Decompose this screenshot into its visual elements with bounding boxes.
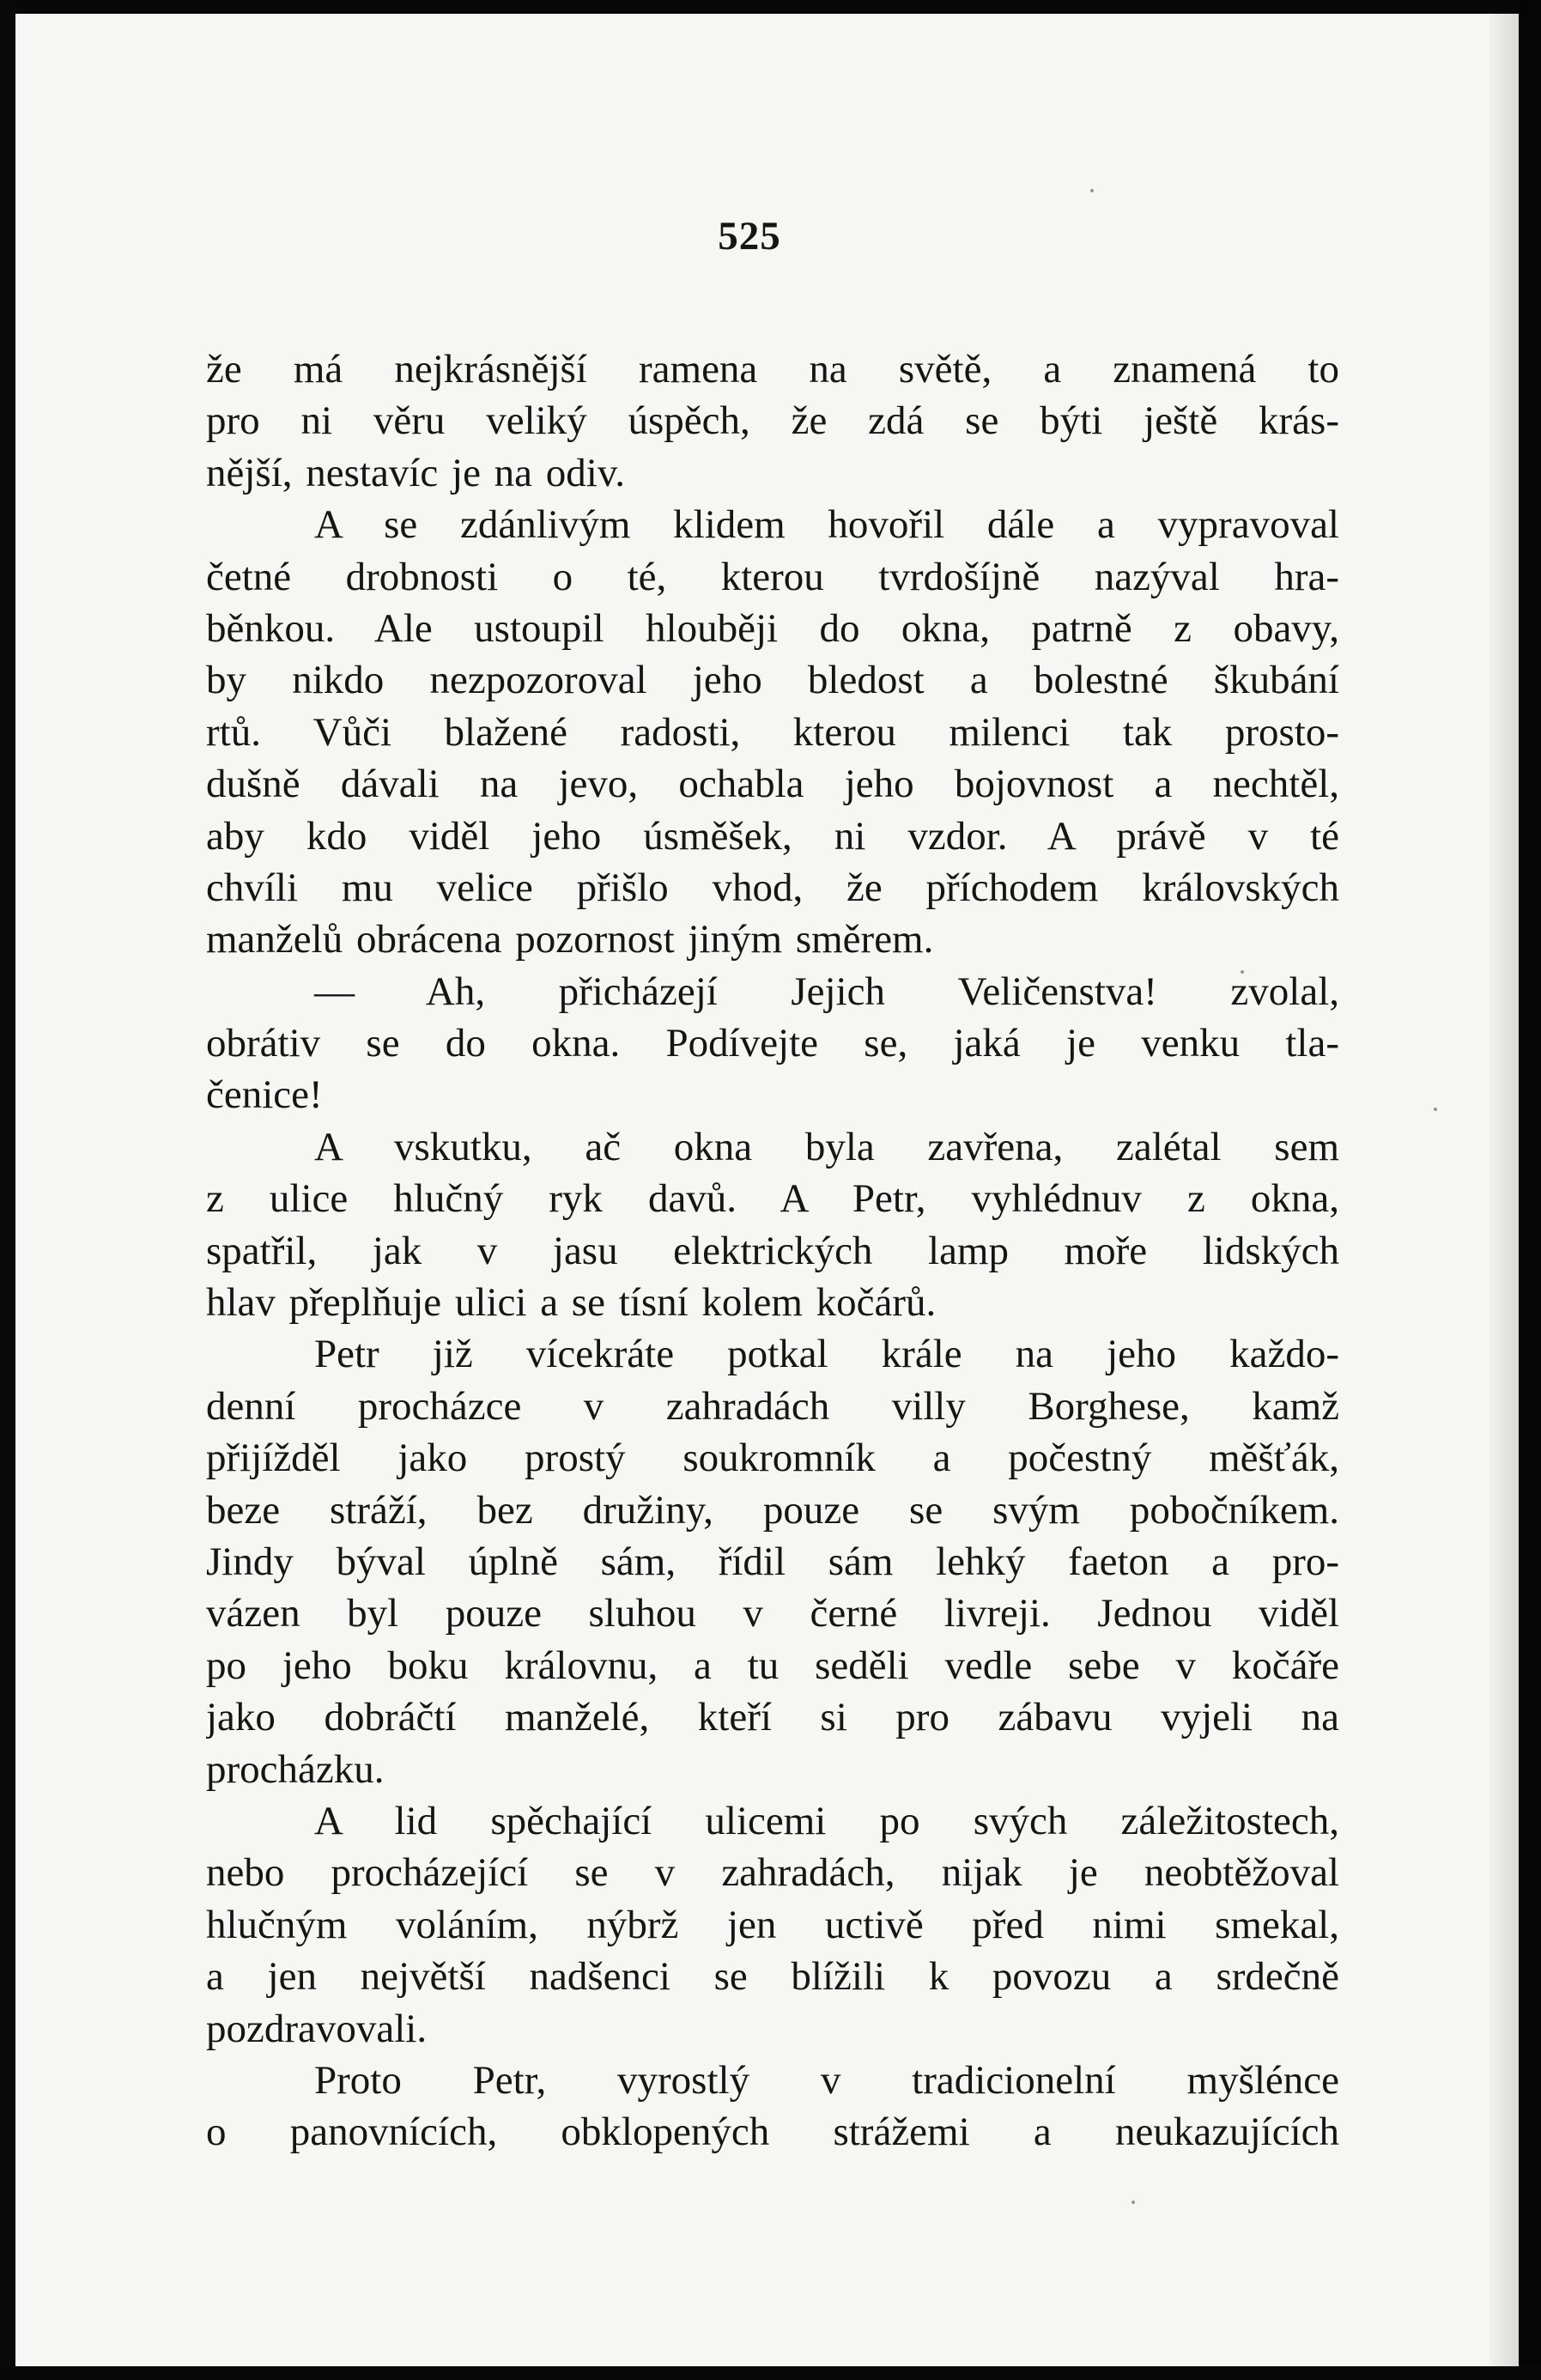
text-line: pro ni věru veliký úspěch, že zdá se býti ještě krás- [206, 398, 1339, 444]
text-line: z ulice hlučný ryk davů. A Petr, vyhlédnuv z okna, [206, 1176, 1339, 1222]
text-line: běnkou. Ale ustoupil hlouběji do okna, patrně z obavy, [206, 605, 1339, 651]
text-line: A se zdánlivým klidem hovořil dále a vypravoval [314, 502, 1339, 548]
text-line: manželů obrácena pozornost jiným směrem. [206, 917, 934, 962]
scan-border-right [1519, 0, 1541, 2380]
text-line: o panovnících, obklopených strážemi a neukazujících [206, 2110, 1339, 2155]
text-line: chvíli mu velice přišlo vhod, že příchodem královských [206, 865, 1339, 910]
text-line: spatřil, jak v jasu elektrických lamp moře lidských [206, 1228, 1339, 1273]
text-line: aby kdo viděl jeho úsměšek, ni vzdor. A právě v té [206, 813, 1339, 859]
scan-border-left [0, 0, 15, 2380]
text-line: hlav přeplňuje ulici a se tísní kolem kočárů. [206, 1280, 937, 1326]
text-line: A vskutku, ač okna byla zavřena, zalétal sem [314, 1124, 1339, 1169]
text-line: po jeho boku královnu, a tu seděli vedle sebe v kočáře [206, 1642, 1339, 1688]
text-line: A lid spěchající ulicemi po svých záležitostech, [314, 1798, 1339, 1843]
text-line: Petr již vícekráte potkal krále na jeho každo- [314, 1332, 1339, 1377]
text-line: rtů. Vůči blažené radosti, kterou milenci tak prosto- [206, 709, 1339, 755]
text-line: dušně dávali na jevo, ochabla jeho bojovnost a nechtěl, [206, 762, 1339, 807]
text-line: četné drobnosti o té, kterou tvrdošíjně nazýval hra- [206, 554, 1339, 599]
text-line: denní procházce v zahradách villy Borghese, kamž [206, 1383, 1339, 1429]
text-line: nebo procházející se v zahradách, nijak je neobtěžoval [206, 1850, 1339, 1896]
scan-speck [1434, 1108, 1437, 1111]
scan-border-top [0, 0, 1541, 14]
text-line: pozdravovali. [206, 2006, 428, 2051]
text-line: a jen největší nadšenci se blížili k povozu a srdečně [206, 1954, 1339, 2000]
scan-speck [1131, 2201, 1135, 2204]
text-line: Proto Petr, vyrostlý v tradicionelní myšlénce [314, 2057, 1339, 2103]
text-line: beze stráží, bez družiny, pouze se svým pobočníkem. [206, 1487, 1339, 1533]
text-line: čenice! [206, 1072, 323, 1118]
scan-border-bottom [0, 2366, 1541, 2380]
page-number: 525 [718, 214, 781, 258]
text-line: hlučným voláním, nýbrž jen uctivě před nimi smekal, [206, 1902, 1339, 1947]
text-line: vázen byl pouze sluhou v černé livreji. Jednou viděl [206, 1591, 1339, 1636]
scan-speck [1090, 189, 1094, 192]
text-line: procházku. [206, 1746, 385, 1792]
text-line: Jindy býval úplně sám, řídil sám lehký faeton a pro- [206, 1539, 1339, 1584]
text-line: obrátiv se do okna. Podívejte se, jaká je venku tla- [206, 1021, 1339, 1066]
text-line: — Ah, přicházejí Jejich Veličenstva! zvolal, [314, 968, 1339, 1014]
body-text [206, 343, 1339, 2158]
text-line: přijížděl jako prostý soukromník a počestný měšťák, [206, 1436, 1339, 1481]
text-line: jako dobráčtí manželé, kteří si pro zábavu vyjeli na [206, 1695, 1339, 1740]
text-line: by nikdo nezpozoroval jeho bledost a bolestné škubání [206, 658, 1339, 703]
text-line: že má nejkrásnější ramena na světě, a znamená to [206, 347, 1339, 392]
text-line: nější, nestavíc je na odiv. [206, 450, 626, 495]
page-fold-shadow [1489, 0, 1519, 2380]
